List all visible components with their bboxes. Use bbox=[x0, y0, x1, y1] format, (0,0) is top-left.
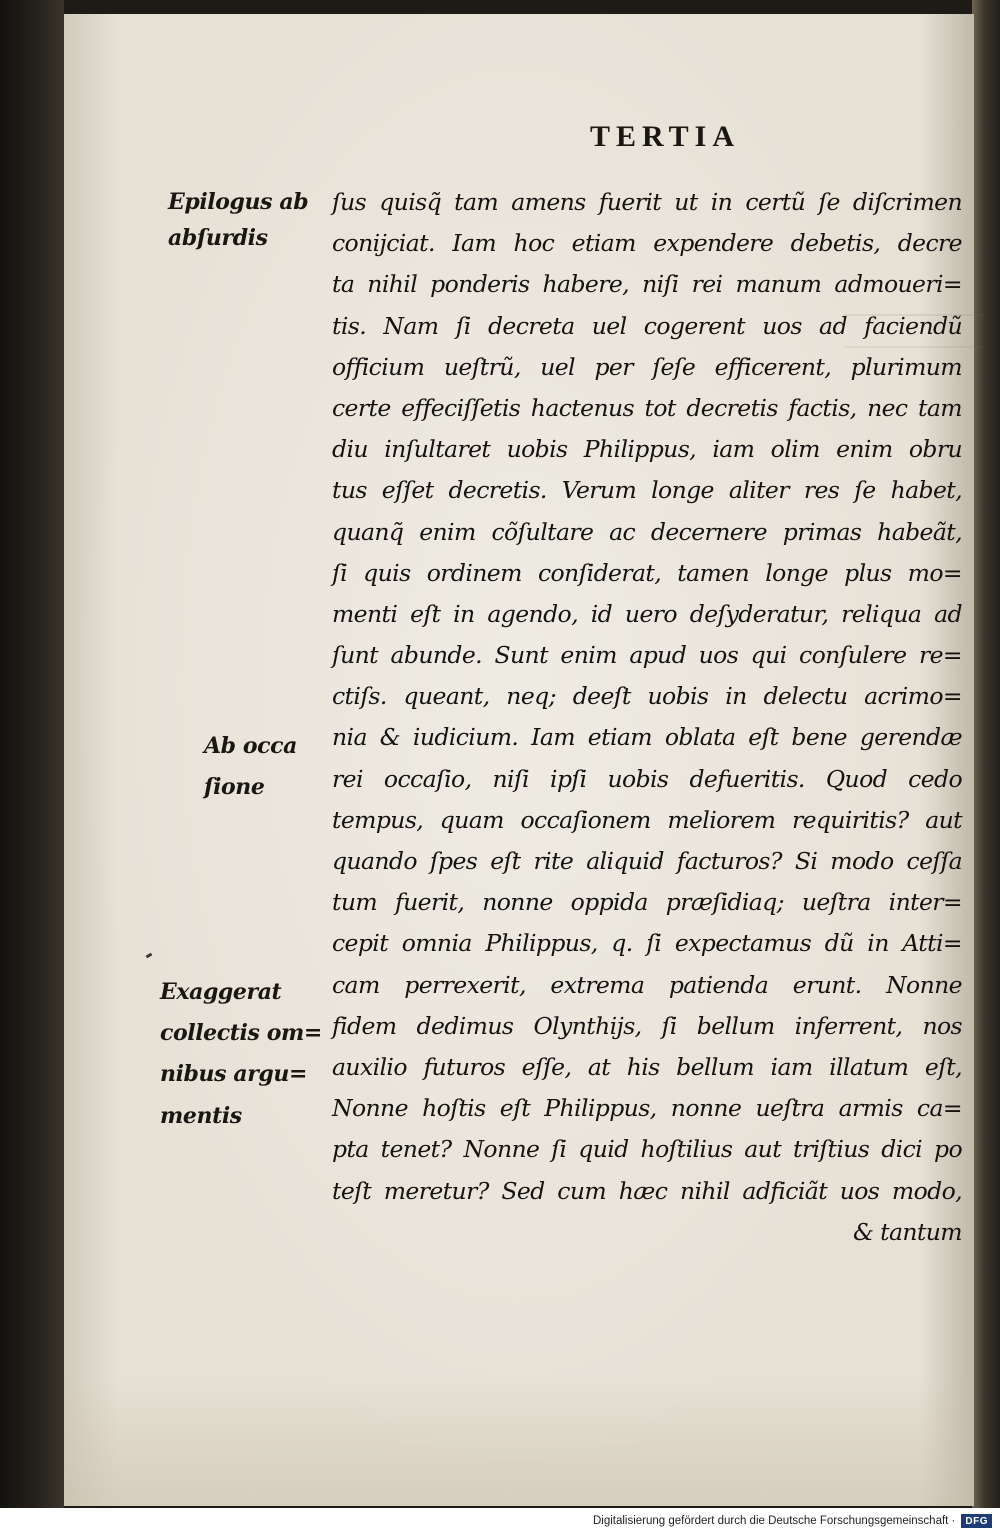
text-line: conijciat. Iam hoc etiam expendere debetis, decre bbox=[332, 229, 962, 258]
text-line: teſt meretur? Sed cum hæc nihil adficiãt uos modo, bbox=[332, 1176, 962, 1205]
text-line: tum fuerit, nonne oppida præſidiaq; ueſtra inter= bbox=[332, 888, 962, 917]
text-line: Nonne hoſtis eſt Philippus, nonne ueſtra armis ca= bbox=[332, 1094, 962, 1123]
text-line: tempus, quam occaſionem meliorem requiritis? aut bbox=[332, 805, 962, 834]
running-head: TERTIA bbox=[590, 120, 740, 153]
text-line: cam perrexerit, extrema patienda erunt. Nonne bbox=[332, 970, 962, 999]
paper-foxing bbox=[64, 1376, 974, 1506]
marginal-line: ſione bbox=[204, 774, 265, 801]
text-line: diu inſultaret uobis Philippus, iam olim enim obru bbox=[332, 435, 962, 464]
marginal-line: Epilogus ab bbox=[168, 189, 309, 215]
binding-edge-left bbox=[0, 0, 64, 1534]
text-line: pta tenet? Nonne ſi quid hoſtilius aut triſtius dici po bbox=[332, 1135, 962, 1164]
marginal-line: abſurdis bbox=[168, 225, 268, 252]
text-line: menti eſt in agendo, id uero deſyderatur, reliqua ad bbox=[332, 599, 962, 628]
marginal-note-3 bbox=[160, 972, 322, 1137]
marginal-line: Exaggerat bbox=[160, 979, 282, 1005]
text-line: ta nihil ponderis habere, niſi rei manum admoueri= bbox=[332, 270, 962, 299]
text-line: quanq̃ enim cõſultare ac decernere primas habeãt, bbox=[332, 517, 962, 546]
text-line: rei occaſio, niſi ipſi uobis defueritis. Quod cedo bbox=[332, 764, 962, 793]
book-edge-right bbox=[972, 0, 1000, 1534]
text-line: cepit omnia Philippus, q. ſi expectamus dũ in Atti= bbox=[332, 929, 962, 958]
catchword: & tantum bbox=[852, 1217, 962, 1246]
text-line: fidem dedimus Olynthijs, ſi bellum inferrent, nos bbox=[332, 1011, 962, 1040]
book-page bbox=[64, 14, 974, 1506]
marginal-line: mentis bbox=[160, 1102, 242, 1129]
marginal-note-1 bbox=[168, 182, 308, 253]
text-line: certe effeciſſetis hactenus tot decretis factis, nec tam bbox=[332, 393, 962, 422]
marginal-line: nibus argu= bbox=[160, 1061, 308, 1088]
text-line: quando ſpes eſt rite aliquid facturos? Si modo ceſſa bbox=[332, 847, 962, 875]
marginal-line: Ab occa bbox=[204, 733, 298, 759]
marginal-note-2 bbox=[204, 726, 297, 808]
text-line: tis. Nam ſi decreta uel cogerent uos ad faciendũ bbox=[332, 311, 962, 340]
stray-ink-mark bbox=[146, 953, 153, 959]
text-line: ſus quisq̃ tam amens fuerit ut in certũ ſe diſcrimen bbox=[332, 188, 962, 216]
text-line: ctiſs. queant, neq; deeſt uobis in delectu acrimo= bbox=[332, 682, 962, 711]
footer-bar bbox=[0, 1508, 1000, 1534]
text-line: nia & iudicium. Iam etiam oblata eſt bene gerendæ bbox=[332, 723, 962, 752]
text-line: ſi quis ordinem conſiderat, tamen longe plus mo= bbox=[332, 558, 962, 587]
marginal-line: collectis om= bbox=[160, 1020, 322, 1047]
funding-notice: Digitalisierung gefördert durch die Deutsche Forschungsgemeinschaft · bbox=[592, 1515, 956, 1527]
dfg-logo-icon: DFG bbox=[961, 1514, 992, 1528]
text-line: auxilio futuros eſſe, at his bellum iam illatum eſt, bbox=[332, 1052, 962, 1081]
text-line: officium ueſtrũ, uel per ſeſe efficerent, plurimum bbox=[332, 352, 962, 381]
text-line: ſunt abunde. Sunt enim apud uos qui conſulere re= bbox=[332, 641, 962, 670]
body-text bbox=[332, 182, 962, 1253]
text-line: tus eſſet decretis. Verum longe aliter res ſe habet, bbox=[332, 476, 962, 505]
